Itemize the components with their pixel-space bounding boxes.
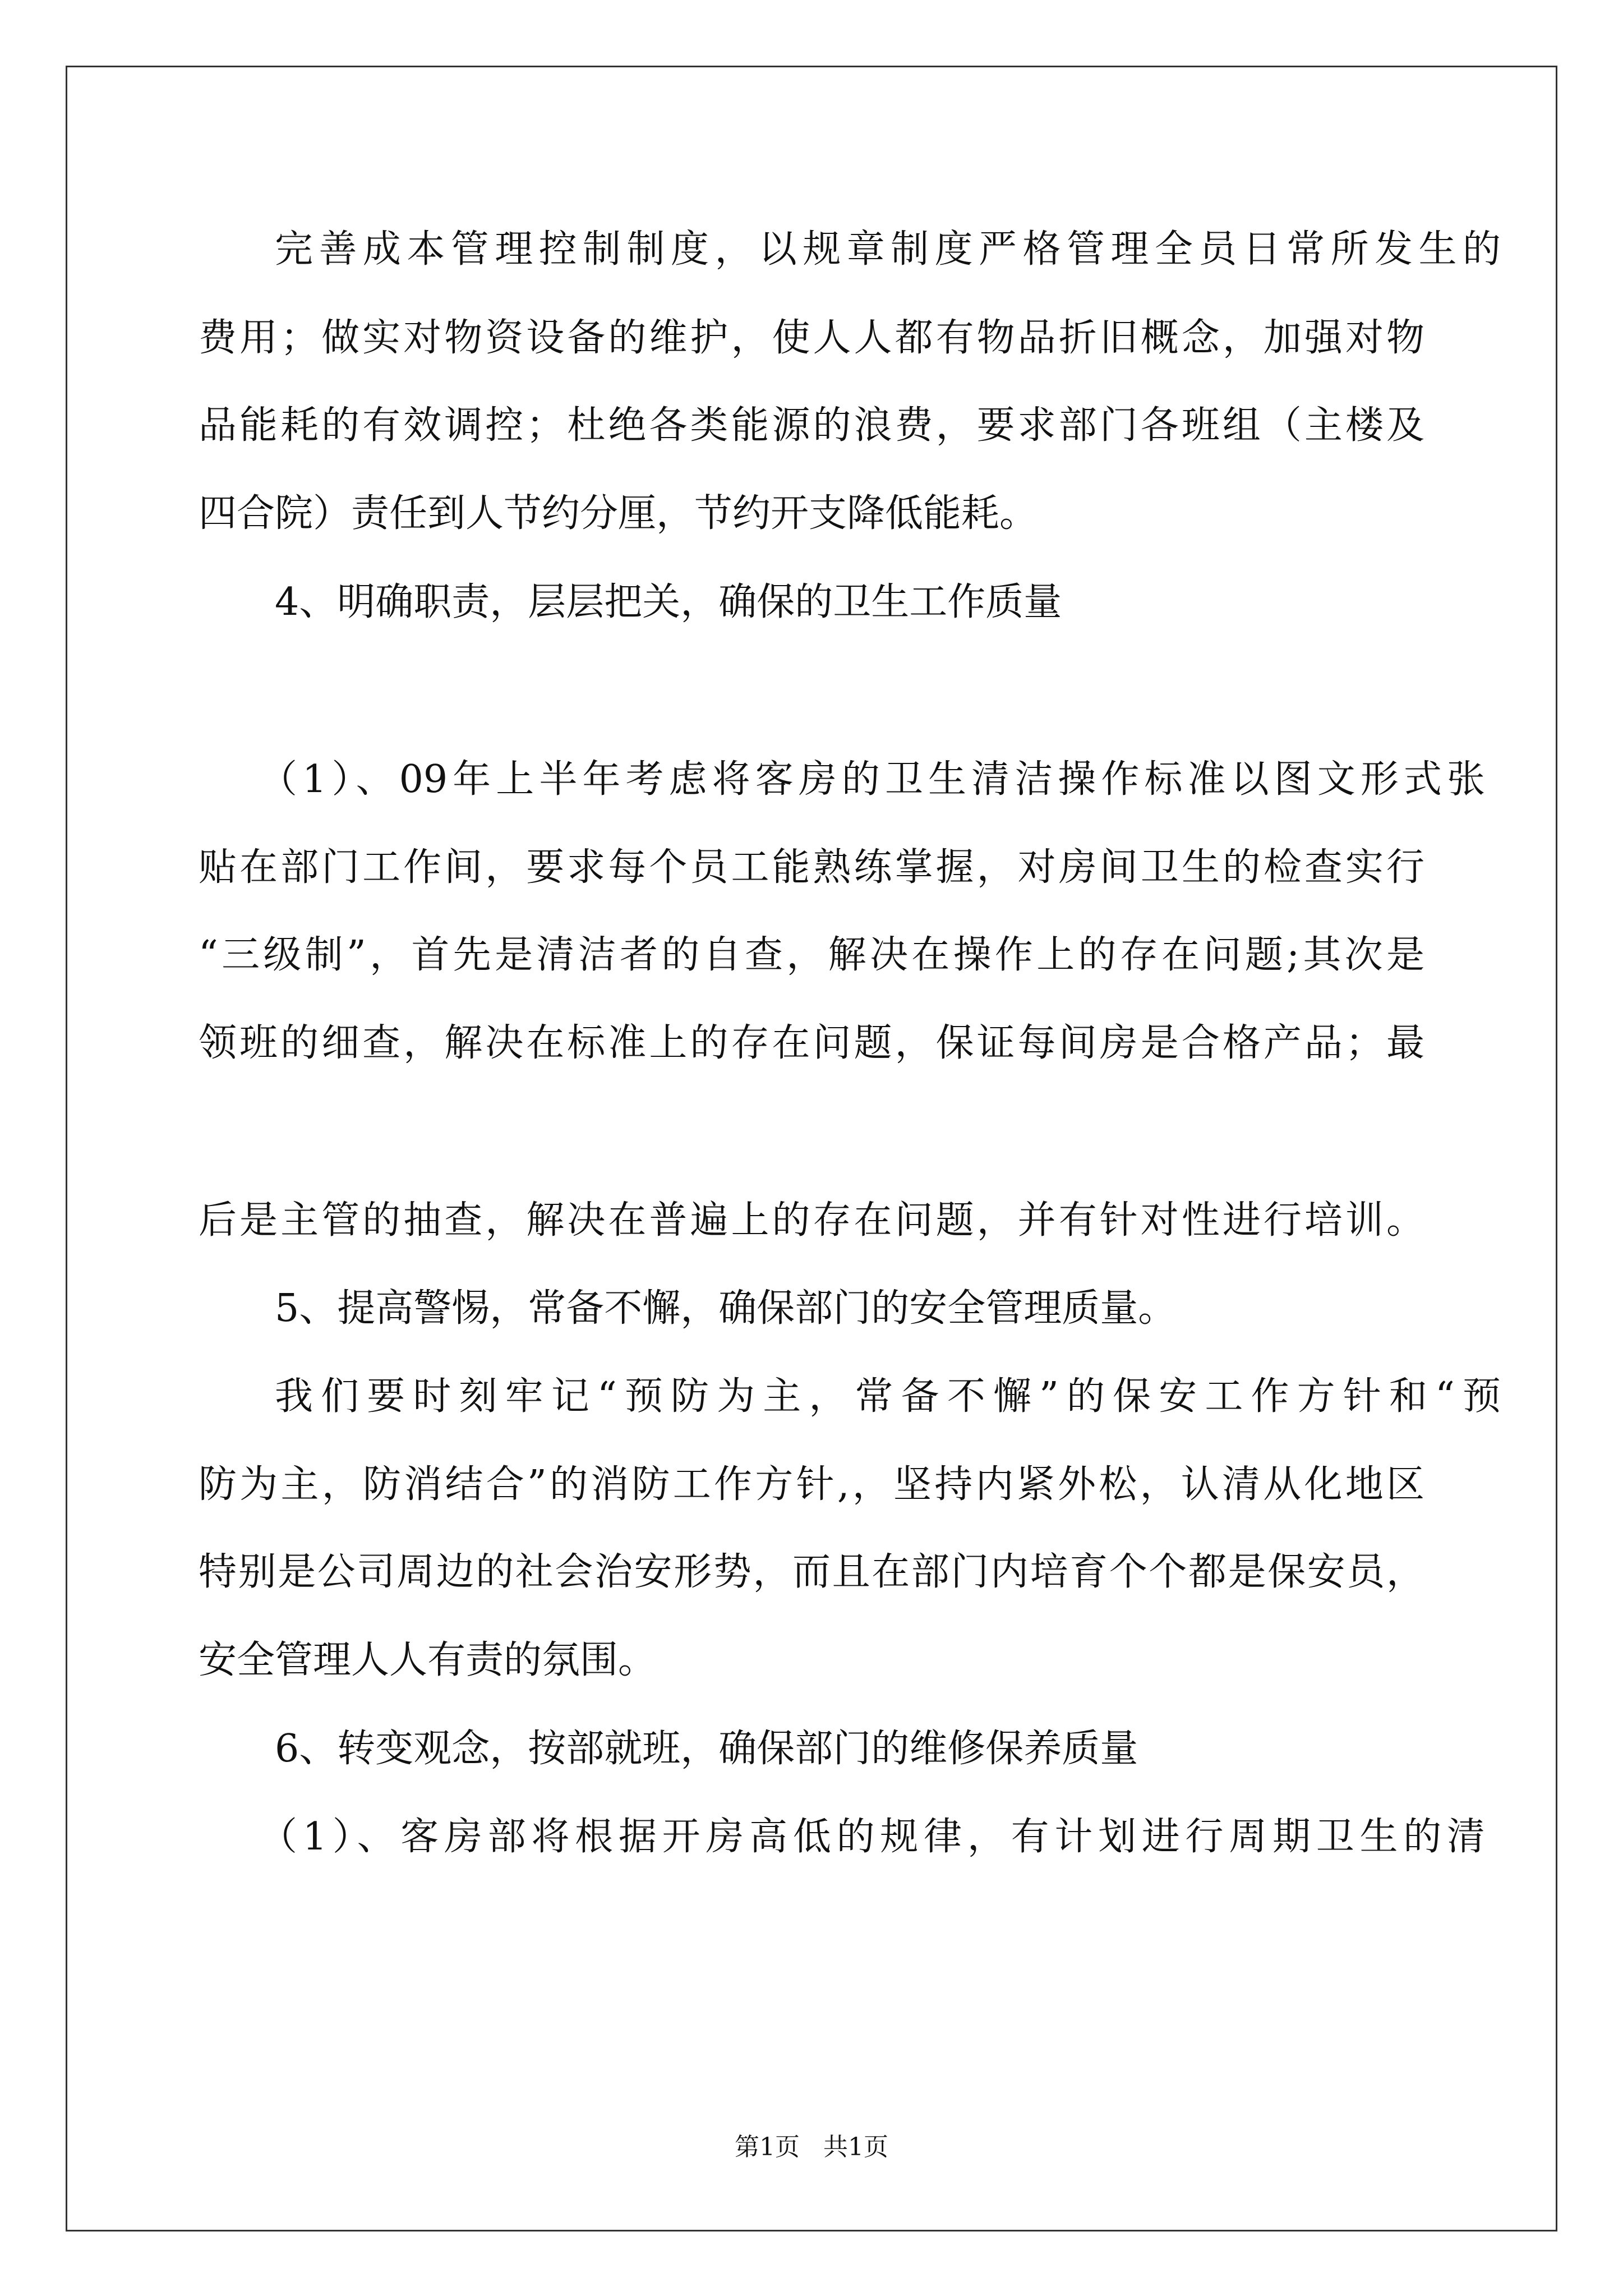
paragraph-line: 防为主，防消结合”的消防工作方针,，坚持内紧外松，认清从化地区 [199,1462,1424,1507]
section-heading: 5、提高警惕，常备不懈，确保部门的安全管理质量。 [275,1286,1177,1331]
paragraph-line: 我们要时刻牢记“预防为主，常备不懈”的保安工作方针和“预 [275,1374,1501,1419]
paragraph-line: 品能耗的有效调控；杜绝各类能源的浪费，要求部门各班组（主楼及 [199,403,1424,448]
paragraph-line: 费用；做实对物资设备的维护，使人人都有物品折旧概念，加强对物 [199,316,1424,360]
paragraph-line: “三级制”，首先是清洁者的自查，解决在操作上的存在问题;其次是 [199,933,1424,977]
section-heading: 6、转变观念，按部就班，确保部门的维修保养质量 [275,1727,1138,1771]
paragraph-line: 后是主管的抽查，解决在普遍上的存在问题，并有针对性进行培训。 [199,1198,1424,1243]
paragraph-line: 特别是公司周边的社会治安形势，而且在部门内培育个个都是保安员， [199,1550,1424,1594]
paragraph-line: （1）、客房部将根据开房高低的规律，有计划进行周期卫生的清 [259,1815,1485,1859]
page-number-footer: 第1页 共1页 [735,2133,888,2161]
paragraph-line: 领班的细查，解决在标准上的存在问题，保证每间房是合格产品；最 [199,1021,1424,1065]
page-border [66,66,1557,2231]
section-heading: 4、明确职责，层层把关，确保的卫生工作质量 [275,580,1062,624]
paragraph-line: 四合院）责任到人节约分厘，节约开支降低能耗。 [199,491,1038,536]
paragraph-line: 完善成本管理控制制度，以规章制度严格管理全员日常所发生的 [275,227,1501,272]
paragraph-line: 贴在部门工作间，要求每个员工能熟练掌握，对房间卫生的检查实行 [199,845,1424,890]
paragraph-line: 安全管理人人有责的氛围。 [199,1638,657,1682]
paragraph-line: （1）、09年上半年考虑将客房的卫生清洁操作标准以图文形式张 [259,757,1485,802]
